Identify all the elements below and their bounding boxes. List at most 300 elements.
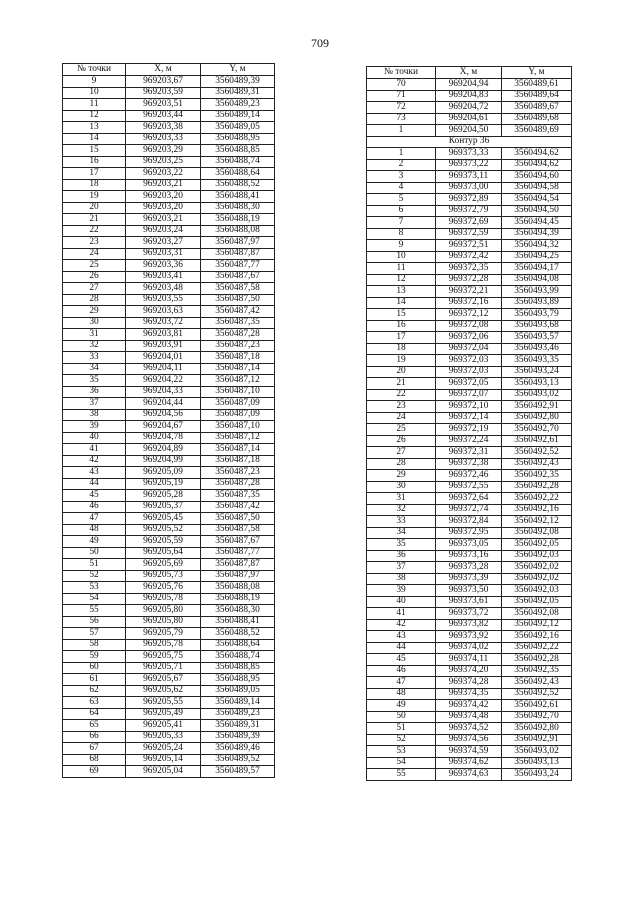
point-number-cell: 14 <box>367 297 436 309</box>
point-number-cell: 21 <box>63 214 126 226</box>
x-coordinate-cell: 969372,08 <box>436 320 502 332</box>
x-coordinate-cell: 969372,10 <box>436 401 502 413</box>
x-coordinate-cell: 969374,62 <box>436 757 502 769</box>
x-coordinate-cell: 969373,61 <box>436 596 502 608</box>
point-number-cell: 4 <box>367 182 436 194</box>
table-row <box>367 504 572 516</box>
x-coordinate-cell: 969203,24 <box>126 225 201 237</box>
point-number-cell: 51 <box>367 723 436 735</box>
table-row <box>367 619 572 631</box>
y-coordinate-cell: 3560487,12 <box>201 432 275 444</box>
y-coordinate-cell: 3560492,80 <box>502 723 572 735</box>
y-coordinate-cell: 3560489,61 <box>502 79 572 91</box>
table-row <box>367 297 572 309</box>
y-coordinate-cell: 3560492,02 <box>502 562 572 574</box>
table-header-row <box>63 64 275 76</box>
point-number-cell: 23 <box>367 401 436 413</box>
y-coordinate-cell: 3560487,09 <box>201 409 275 421</box>
x-coordinate-cell: 969203,63 <box>126 306 201 318</box>
x-coordinate-cell: 969205,80 <box>126 605 201 617</box>
y-coordinate-cell: 3560492,70 <box>502 711 572 723</box>
y-coordinate-cell: 3560492,70 <box>502 424 572 436</box>
y-coordinate-cell: 3560488,64 <box>201 639 275 651</box>
table-row <box>367 585 572 597</box>
table-row <box>367 700 572 712</box>
x-coordinate-cell: 969372,06 <box>436 332 502 344</box>
point-number-cell: 20 <box>63 202 126 214</box>
x-coordinate-cell: 969373,16 <box>436 550 502 562</box>
point-number-cell: 24 <box>63 248 126 260</box>
x-coordinate-cell: 969372,19 <box>436 424 502 436</box>
table-row <box>367 470 572 482</box>
y-coordinate-cell: 3560494,39 <box>502 228 572 240</box>
point-number-cell: 36 <box>367 550 436 562</box>
table-row <box>63 122 275 134</box>
table-row <box>367 263 572 275</box>
table-row <box>367 516 572 528</box>
coordinates-table-right <box>366 66 572 781</box>
x-coordinate-cell: 969205,09 <box>126 467 201 479</box>
table-row <box>367 550 572 562</box>
point-number-cell: 45 <box>63 490 126 502</box>
table-row <box>367 205 572 217</box>
table-row <box>367 757 572 769</box>
table-row <box>367 332 572 344</box>
table-row <box>367 355 572 367</box>
y-coordinate-cell: 3560487,97 <box>201 237 275 249</box>
y-coordinate-cell: 3560487,23 <box>201 340 275 352</box>
x-coordinate-cell: 969205,52 <box>126 524 201 536</box>
table-row <box>367 458 572 470</box>
x-coordinate-cell: 969205,64 <box>126 547 201 559</box>
x-coordinate-cell: 969205,37 <box>126 501 201 513</box>
y-coordinate-cell: 3560489,31 <box>201 87 275 99</box>
point-number-cell: 70 <box>367 79 436 91</box>
table-row <box>367 677 572 689</box>
y-coordinate-cell: 3560487,10 <box>201 421 275 433</box>
point-number-cell: 55 <box>367 769 436 781</box>
point-number-cell: 47 <box>367 677 436 689</box>
table-row <box>63 731 275 743</box>
point-number-cell: 68 <box>63 754 126 766</box>
y-coordinate-cell: 3560487,28 <box>201 329 275 341</box>
table-row <box>63 570 275 582</box>
point-number-cell: 5 <box>367 194 436 206</box>
point-number-cell: 42 <box>367 619 436 631</box>
x-coordinate-cell: 969205,14 <box>126 754 201 766</box>
point-number-cell: 58 <box>63 639 126 651</box>
point-number-cell: 46 <box>367 665 436 677</box>
table-row <box>63 766 275 778</box>
x-coordinate-cell: 969372,89 <box>436 194 502 206</box>
point-number-cell: 22 <box>367 389 436 401</box>
y-coordinate-cell: 3560492,52 <box>502 688 572 700</box>
point-number-cell: 34 <box>63 363 126 375</box>
point-number-cell: 56 <box>63 616 126 628</box>
header-x: X, м <box>436 67 502 79</box>
x-coordinate-cell: 969372,24 <box>436 435 502 447</box>
table-row <box>63 363 275 375</box>
x-coordinate-cell: 969203,31 <box>126 248 201 260</box>
point-number-cell: 63 <box>63 697 126 709</box>
point-number-cell: 26 <box>63 271 126 283</box>
page-number: 709 <box>311 36 329 50</box>
table-row <box>367 194 572 206</box>
table-row <box>367 228 572 240</box>
y-coordinate-cell: 3560488,30 <box>201 202 275 214</box>
table-row <box>63 191 275 203</box>
x-coordinate-cell: 969374,56 <box>436 734 502 746</box>
table-row <box>63 179 275 191</box>
x-coordinate-cell: 969203,25 <box>126 156 201 168</box>
point-number-cell: 19 <box>367 355 436 367</box>
point-number-cell: 27 <box>63 283 126 295</box>
point-number-cell: 39 <box>63 421 126 433</box>
y-coordinate-cell: 3560494,54 <box>502 194 572 206</box>
table-row <box>367 389 572 401</box>
y-coordinate-cell: 3560494,60 <box>502 171 572 183</box>
x-coordinate-cell: 969203,48 <box>126 283 201 295</box>
y-coordinate-cell: 3560492,43 <box>502 677 572 689</box>
x-coordinate-cell: 969204,11 <box>126 363 201 375</box>
x-coordinate-cell: 969372,03 <box>436 355 502 367</box>
point-number-cell: 59 <box>63 651 126 663</box>
table-row <box>367 527 572 539</box>
table-row <box>63 110 275 122</box>
y-coordinate-cell: 3560488,41 <box>201 191 275 203</box>
table-row <box>63 432 275 444</box>
y-coordinate-cell: 3560487,50 <box>201 513 275 525</box>
point-number-cell: 9 <box>63 76 126 88</box>
point-number-cell: 16 <box>367 320 436 332</box>
x-coordinate-cell: 969373,39 <box>436 573 502 585</box>
point-number-cell: 54 <box>367 757 436 769</box>
x-coordinate-cell: 969205,73 <box>126 570 201 582</box>
x-coordinate-cell: 969205,04 <box>126 766 201 778</box>
x-coordinate-cell: 969205,71 <box>126 662 201 674</box>
table-row <box>63 386 275 398</box>
table-row <box>63 340 275 352</box>
point-number-cell: 41 <box>63 444 126 456</box>
y-coordinate-cell: 3560493,13 <box>502 378 572 390</box>
y-coordinate-cell: 3560489,05 <box>201 122 275 134</box>
x-coordinate-cell: 969372,55 <box>436 481 502 493</box>
point-number-cell: 38 <box>367 573 436 585</box>
x-coordinate-cell: 969372,21 <box>436 286 502 298</box>
y-coordinate-cell: 3560493,13 <box>502 757 572 769</box>
x-coordinate-cell: 969203,21 <box>126 179 201 191</box>
table-row <box>367 734 572 746</box>
x-coordinate-cell: 969372,64 <box>436 493 502 505</box>
y-coordinate-cell: 3560487,87 <box>201 559 275 571</box>
y-coordinate-cell: 3560492,61 <box>502 700 572 712</box>
x-coordinate-cell: 969372,42 <box>436 251 502 263</box>
y-coordinate-cell: 3560489,67 <box>502 102 572 114</box>
table-row <box>63 306 275 318</box>
x-coordinate-cell: 969205,33 <box>126 731 201 743</box>
x-coordinate-cell: 969374,59 <box>436 746 502 758</box>
point-number-cell: 8 <box>367 228 436 240</box>
table-row <box>367 320 572 332</box>
point-number-cell: 46 <box>63 501 126 513</box>
point-number-cell: 32 <box>367 504 436 516</box>
point-number-cell: 15 <box>367 309 436 321</box>
x-coordinate-cell: 969373,72 <box>436 608 502 620</box>
table-row <box>63 628 275 640</box>
y-coordinate-cell: 3560489,05 <box>201 685 275 697</box>
x-coordinate-cell: 969372,31 <box>436 447 502 459</box>
point-number-cell: 48 <box>63 524 126 536</box>
x-coordinate-cell: 969372,14 <box>436 412 502 424</box>
y-coordinate-cell: 3560492,12 <box>502 619 572 631</box>
y-coordinate-cell: 3560487,97 <box>201 570 275 582</box>
point-number-cell: 25 <box>63 260 126 272</box>
point-number-cell: 38 <box>63 409 126 421</box>
y-coordinate-cell: 3560492,08 <box>502 608 572 620</box>
point-number-cell: 29 <box>63 306 126 318</box>
y-coordinate-cell: 3560488,52 <box>201 179 275 191</box>
y-coordinate-cell: 3560487,28 <box>201 478 275 490</box>
x-coordinate-cell: 969372,51 <box>436 240 502 252</box>
table-row <box>367 309 572 321</box>
point-number-cell: 35 <box>63 375 126 387</box>
y-coordinate-cell: 3560489,23 <box>201 708 275 720</box>
x-coordinate-cell: 969203,44 <box>126 110 201 122</box>
point-number-cell: 60 <box>63 662 126 674</box>
point-number-cell: 22 <box>63 225 126 237</box>
x-coordinate-cell: 969204,94 <box>436 79 502 91</box>
point-number-cell: 37 <box>367 562 436 574</box>
y-coordinate-cell: 3560492,52 <box>502 447 572 459</box>
point-number-cell: 13 <box>63 122 126 134</box>
y-coordinate-cell: 3560487,18 <box>201 455 275 467</box>
point-number-cell: 71 <box>367 90 436 102</box>
y-coordinate-cell: 3560492,08 <box>502 527 572 539</box>
y-coordinate-cell: 3560493,57 <box>502 332 572 344</box>
point-number-cell: 55 <box>63 605 126 617</box>
y-coordinate-cell: 3560494,08 <box>502 274 572 286</box>
y-coordinate-cell: 3560488,52 <box>201 628 275 640</box>
point-number-cell: 61 <box>63 674 126 686</box>
x-coordinate-cell: 969205,69 <box>126 559 201 571</box>
x-coordinate-cell: 969204,72 <box>436 102 502 114</box>
contour-heading-row <box>367 136 572 148</box>
x-coordinate-cell: 969203,20 <box>126 202 201 214</box>
point-number-cell: 12 <box>63 110 126 122</box>
x-coordinate-cell: 969372,12 <box>436 309 502 321</box>
point-number-cell: 41 <box>367 608 436 620</box>
y-coordinate-cell: 3560493,79 <box>502 309 572 321</box>
table-row <box>367 182 572 194</box>
y-coordinate-cell: 3560492,35 <box>502 470 572 482</box>
point-number-cell: 13 <box>367 286 436 298</box>
table-row <box>367 412 572 424</box>
x-coordinate-cell: 969203,21 <box>126 214 201 226</box>
table-row <box>63 524 275 536</box>
table-row <box>63 743 275 755</box>
point-number-cell: 3 <box>367 171 436 183</box>
point-number-cell: 19 <box>63 191 126 203</box>
y-coordinate-cell: 3560487,87 <box>201 248 275 260</box>
x-coordinate-cell: 969204,44 <box>126 398 201 410</box>
x-coordinate-cell: 969372,95 <box>436 527 502 539</box>
y-coordinate-cell: 3560494,50 <box>502 205 572 217</box>
y-coordinate-cell: 3560487,23 <box>201 467 275 479</box>
point-number-cell: 40 <box>367 596 436 608</box>
table-row <box>63 409 275 421</box>
x-coordinate-cell: 969373,82 <box>436 619 502 631</box>
point-number-cell: 52 <box>367 734 436 746</box>
point-number-cell: 43 <box>367 631 436 643</box>
point-number-cell: 43 <box>63 467 126 479</box>
table-row <box>367 493 572 505</box>
point-number-cell: 20 <box>367 366 436 378</box>
table-row <box>63 283 275 295</box>
y-coordinate-cell: 3560489,68 <box>502 113 572 125</box>
x-coordinate-cell: 969205,41 <box>126 720 201 732</box>
point-number-cell: 35 <box>367 539 436 551</box>
x-coordinate-cell: 969374,63 <box>436 769 502 781</box>
table-row <box>367 769 572 781</box>
table-row <box>367 148 572 160</box>
y-coordinate-cell: 3560492,28 <box>502 654 572 666</box>
table-row <box>367 573 572 585</box>
x-coordinate-cell: 969372,04 <box>436 343 502 355</box>
y-coordinate-cell: 3560487,35 <box>201 317 275 329</box>
x-coordinate-cell: 969205,45 <box>126 513 201 525</box>
table-row <box>63 76 275 88</box>
x-coordinate-cell: 969203,55 <box>126 294 201 306</box>
y-coordinate-cell: 3560492,02 <box>502 573 572 585</box>
x-coordinate-cell: 969373,33 <box>436 148 502 160</box>
point-number-cell: 18 <box>367 343 436 355</box>
table-row <box>63 662 275 674</box>
table-row <box>367 447 572 459</box>
x-coordinate-cell: 969372,46 <box>436 470 502 482</box>
x-coordinate-cell: 969205,49 <box>126 708 201 720</box>
y-coordinate-cell: 3560494,25 <box>502 251 572 263</box>
point-number-cell: 57 <box>63 628 126 640</box>
point-number-cell: 30 <box>367 481 436 493</box>
point-number-cell: 18 <box>63 179 126 191</box>
x-coordinate-cell: 969374,52 <box>436 723 502 735</box>
table-row <box>63 375 275 387</box>
table-row <box>367 631 572 643</box>
x-coordinate-cell: 969373,28 <box>436 562 502 574</box>
point-number-cell: 66 <box>63 731 126 743</box>
y-coordinate-cell: 3560487,42 <box>201 501 275 513</box>
x-coordinate-cell: 969205,28 <box>126 490 201 502</box>
y-coordinate-cell: 3560494,62 <box>502 148 572 160</box>
point-number-cell: 73 <box>367 113 436 125</box>
y-coordinate-cell: 3560493,24 <box>502 769 572 781</box>
y-coordinate-cell: 3560487,42 <box>201 306 275 318</box>
table-row <box>63 271 275 283</box>
left-table-body <box>63 76 275 778</box>
point-number-cell: 11 <box>367 263 436 275</box>
table-row <box>367 562 572 574</box>
point-number-cell: 1 <box>367 125 436 137</box>
table-row <box>63 478 275 490</box>
point-number-cell: 30 <box>63 317 126 329</box>
point-number-cell: 50 <box>367 711 436 723</box>
y-coordinate-cell: 3560488,19 <box>201 214 275 226</box>
y-coordinate-cell: 3560494,62 <box>502 159 572 171</box>
y-coordinate-cell: 3560494,32 <box>502 240 572 252</box>
point-number-cell: 9 <box>367 240 436 252</box>
x-coordinate-cell: 969203,72 <box>126 317 201 329</box>
x-coordinate-cell: 969205,80 <box>126 616 201 628</box>
table-row <box>367 125 572 137</box>
point-number-cell: 49 <box>63 536 126 548</box>
y-coordinate-cell: 3560493,68 <box>502 320 572 332</box>
point-number-cell: 53 <box>367 746 436 758</box>
x-coordinate-cell: 969374,20 <box>436 665 502 677</box>
y-coordinate-cell: 3560487,18 <box>201 352 275 364</box>
table-row <box>63 674 275 686</box>
table-row <box>63 398 275 410</box>
point-number-cell: 51 <box>63 559 126 571</box>
table-row <box>367 642 572 654</box>
table-row <box>63 145 275 157</box>
table-row <box>63 421 275 433</box>
y-coordinate-cell: 3560488,95 <box>201 674 275 686</box>
point-number-cell: 28 <box>63 294 126 306</box>
table-row <box>63 639 275 651</box>
table-row <box>63 444 275 456</box>
point-number-cell: 48 <box>367 688 436 700</box>
table-row <box>367 596 572 608</box>
point-number-cell: 52 <box>63 570 126 582</box>
x-coordinate-cell: 969204,01 <box>126 352 201 364</box>
x-coordinate-cell: 969373,22 <box>436 159 502 171</box>
table-row <box>367 217 572 229</box>
x-coordinate-cell: 969203,51 <box>126 99 201 111</box>
x-coordinate-cell: 969374,48 <box>436 711 502 723</box>
y-coordinate-cell: 3560489,46 <box>201 743 275 755</box>
table-row <box>63 708 275 720</box>
table-row <box>63 99 275 111</box>
point-number-cell: 6 <box>367 205 436 217</box>
point-number-cell: 44 <box>367 642 436 654</box>
table-row <box>63 317 275 329</box>
point-number-cell: 49 <box>367 700 436 712</box>
x-coordinate-cell: 969204,67 <box>126 421 201 433</box>
x-coordinate-cell: 969372,35 <box>436 263 502 275</box>
point-number-cell: 23 <box>63 237 126 249</box>
x-coordinate-cell: 969372,74 <box>436 504 502 516</box>
y-coordinate-cell: 3560492,35 <box>502 665 572 677</box>
y-coordinate-cell: 3560494,45 <box>502 217 572 229</box>
point-number-cell: 12 <box>367 274 436 286</box>
y-coordinate-cell: 3560487,77 <box>201 547 275 559</box>
point-number-cell: 24 <box>367 412 436 424</box>
x-coordinate-cell: 969372,03 <box>436 366 502 378</box>
y-coordinate-cell: 3560488,74 <box>201 651 275 663</box>
x-coordinate-cell: 969205,59 <box>126 536 201 548</box>
table-row <box>367 711 572 723</box>
point-number-cell: 47 <box>63 513 126 525</box>
x-coordinate-cell: 969372,16 <box>436 297 502 309</box>
point-number-cell: 65 <box>63 720 126 732</box>
y-coordinate-cell: 3560489,39 <box>201 76 275 88</box>
x-coordinate-cell: 969204,83 <box>436 90 502 102</box>
x-coordinate-cell: 969203,81 <box>126 329 201 341</box>
y-coordinate-cell: 3560489,31 <box>201 720 275 732</box>
point-number-cell: 69 <box>63 766 126 778</box>
table-row <box>63 202 275 214</box>
x-coordinate-cell: 969205,75 <box>126 651 201 663</box>
